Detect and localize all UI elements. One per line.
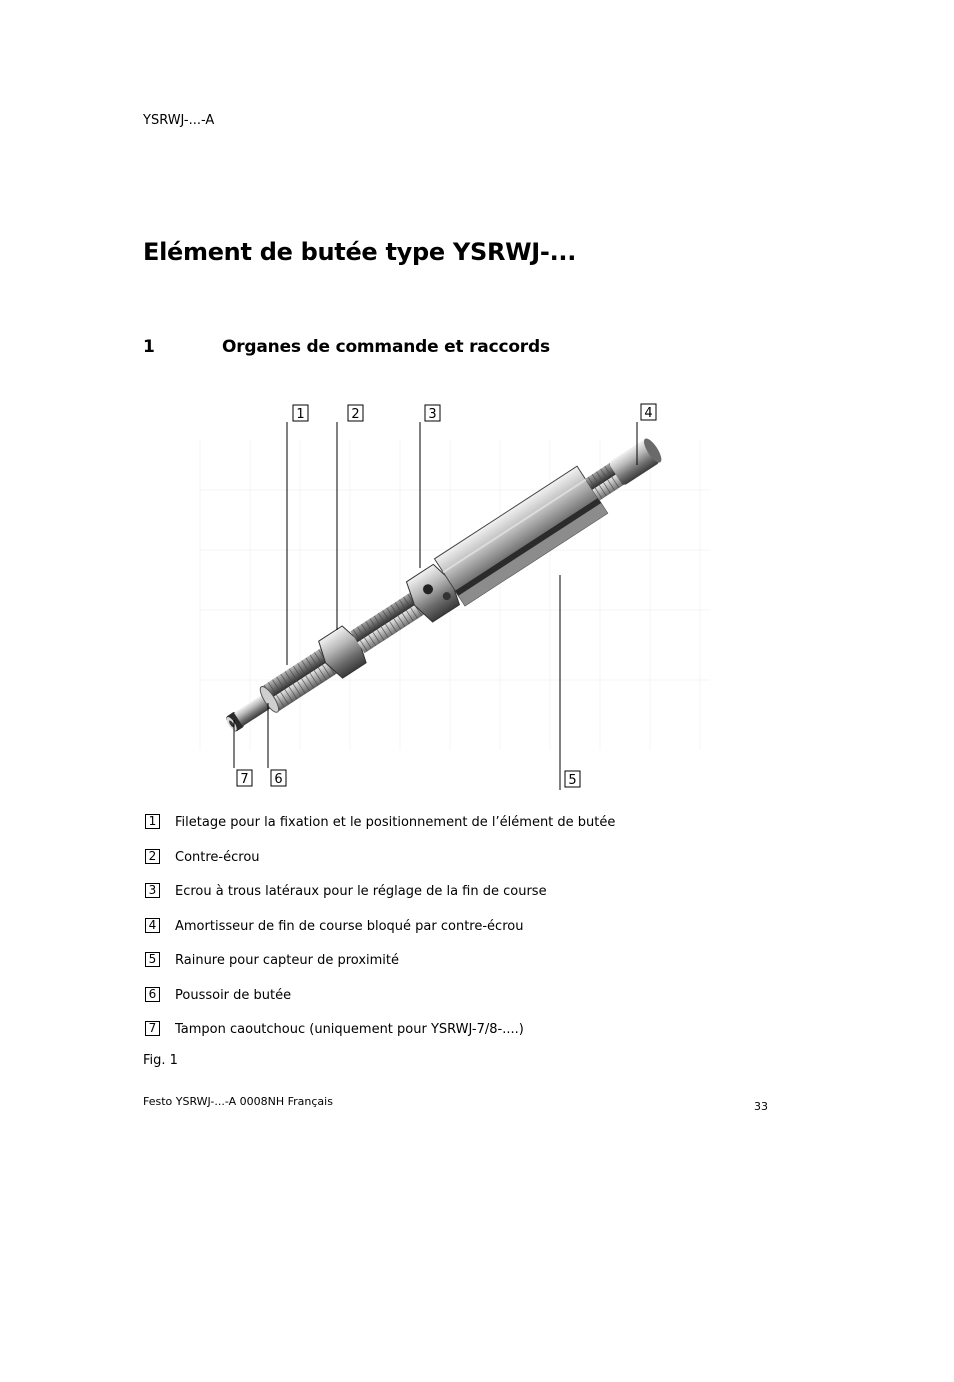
- callout-1: [293, 405, 308, 422]
- legend-item: [145, 918, 765, 953]
- section-title: Organes de commande et raccords: [222, 337, 550, 357]
- legend-item: [145, 987, 765, 1022]
- legend-item: [145, 883, 765, 918]
- footer-document-info: Festo YSRWJ-...-A 0008NH Français: [143, 1095, 333, 1108]
- figure-caption: Fig. 1: [143, 1053, 178, 1068]
- legend-text: Poussoir de butée: [175, 987, 292, 1003]
- legend-number: 2: [145, 849, 160, 864]
- legend-item: [145, 1021, 765, 1056]
- body-part: [434, 466, 607, 606]
- callout-6: [271, 770, 286, 787]
- legend-text: Ecrou à trous latéraux pour le réglage de la fin de course: [175, 884, 547, 899]
- legend-item: [145, 814, 765, 849]
- legend-number: 3: [145, 883, 160, 898]
- stop-element-illustration: [190, 400, 730, 800]
- svg-text:6: 6: [274, 772, 283, 787]
- legend-number: 5: [145, 952, 160, 967]
- document-code: YSRWJ-...-A: [143, 113, 215, 128]
- product-figure: [190, 400, 730, 804]
- legend-number: 1: [145, 814, 160, 829]
- callout-3: [425, 405, 440, 422]
- legend-text: Filetage pour la fixation et le positionnement de l’élément de butée: [175, 815, 616, 830]
- legend-text: Amortisseur de fin de course bloqué par contre-écrou: [175, 918, 524, 934]
- svg-text:7: 7: [240, 772, 249, 787]
- legend-text: Contre-écrou: [175, 849, 260, 865]
- section-number: 1: [143, 337, 155, 357]
- legend-text: Rainure pour capteur de proximité: [175, 953, 400, 968]
- legend-number: 6: [145, 987, 160, 1002]
- svg-text:5: 5: [568, 773, 577, 788]
- callout-7: [237, 770, 252, 787]
- document-title: Elément de butée type YSRWJ-...: [143, 238, 577, 266]
- legend-item: [145, 849, 765, 884]
- callout-4: [641, 404, 656, 421]
- legend-number: 7: [145, 1021, 160, 1036]
- callout-5: [565, 771, 580, 788]
- figure-legend: [145, 814, 765, 1056]
- legend-text: Tampon caoutchouc (uniquement pour YSRWJ-7/8-....): [175, 1022, 524, 1037]
- svg-text:4: 4: [644, 406, 653, 421]
- svg-text:1: 1: [296, 407, 305, 422]
- page-number: 33: [754, 1100, 768, 1113]
- callout-2: [348, 405, 363, 422]
- legend-item: [145, 952, 765, 987]
- svg-text:3: 3: [428, 407, 437, 422]
- svg-text:2: 2: [351, 407, 360, 422]
- legend-number: 4: [145, 918, 160, 933]
